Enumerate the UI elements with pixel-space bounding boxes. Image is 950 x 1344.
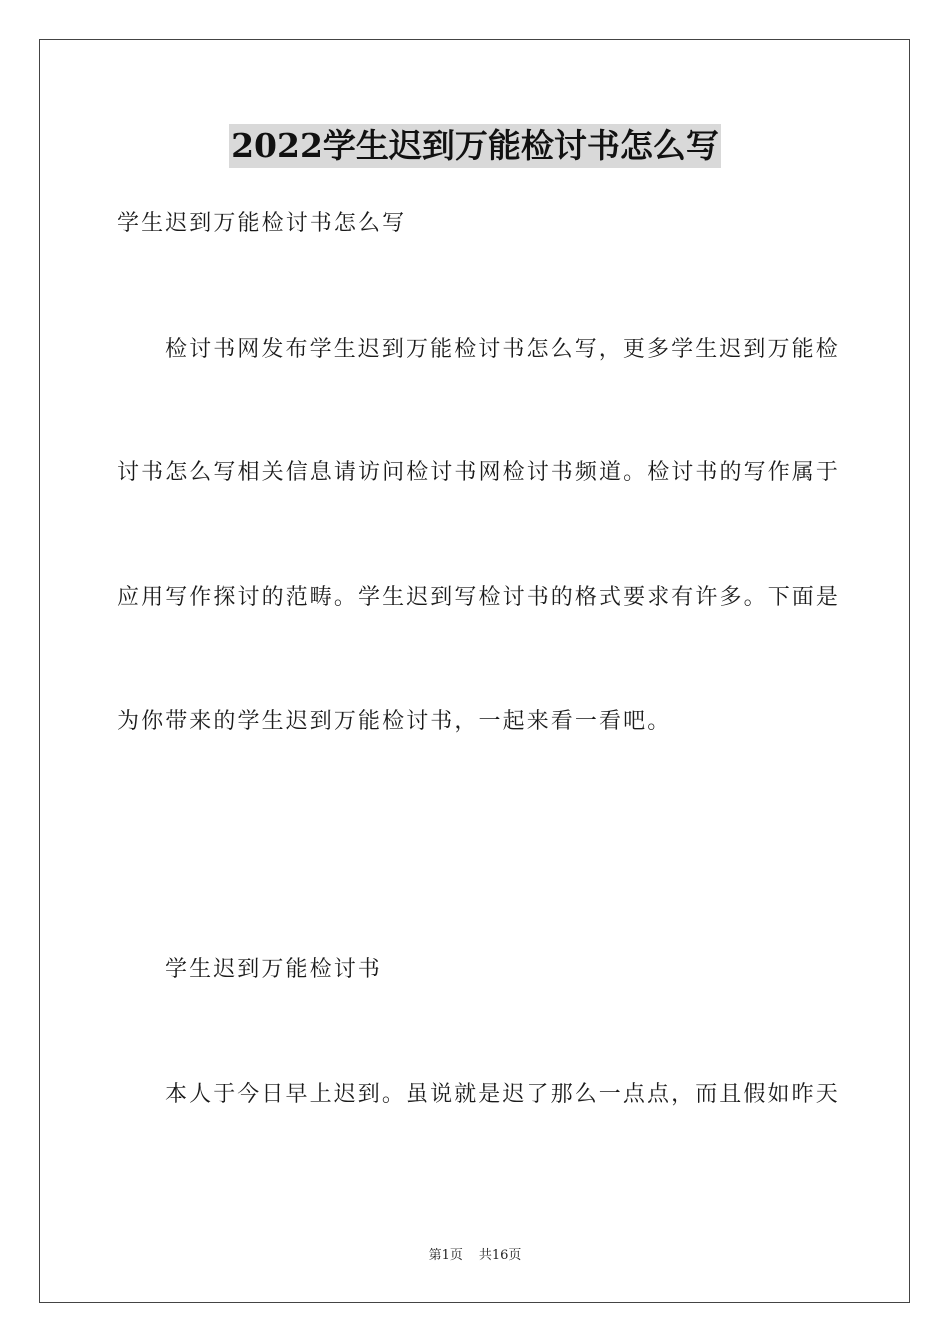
page-total: 共16页	[478, 1248, 522, 1263]
paragraph-line: 检讨书网发布学生迟到万能检讨书怎么写，更多学生迟到万能检	[165, 337, 840, 362]
page-number: 第1页	[428, 1248, 463, 1263]
paragraph-line: 为你带来的学生迟到万能检讨书，一起来看一看吧。	[117, 709, 672, 734]
subtitle-line: 学生迟到万能检讨书怎么写	[117, 211, 407, 236]
document-title-text: 2022学生迟到万能检讨书怎么写	[229, 124, 721, 168]
document-title	[0, 124, 950, 168]
paragraph-line: 本人于今日早上迟到。虽说就是迟了那么一点点，而且假如昨天	[165, 1082, 840, 1107]
paragraph-line: 应用写作探讨的范畴。学生迟到写检讨书的格式要求有许多。下面是	[117, 585, 841, 610]
page-footer	[0, 1247, 950, 1265]
paragraph-line: 讨书怎么写相关信息请访问检讨书网检讨书频道。检讨书的写作属于	[117, 460, 841, 485]
section-heading: 学生迟到万能检讨书	[165, 957, 382, 982]
